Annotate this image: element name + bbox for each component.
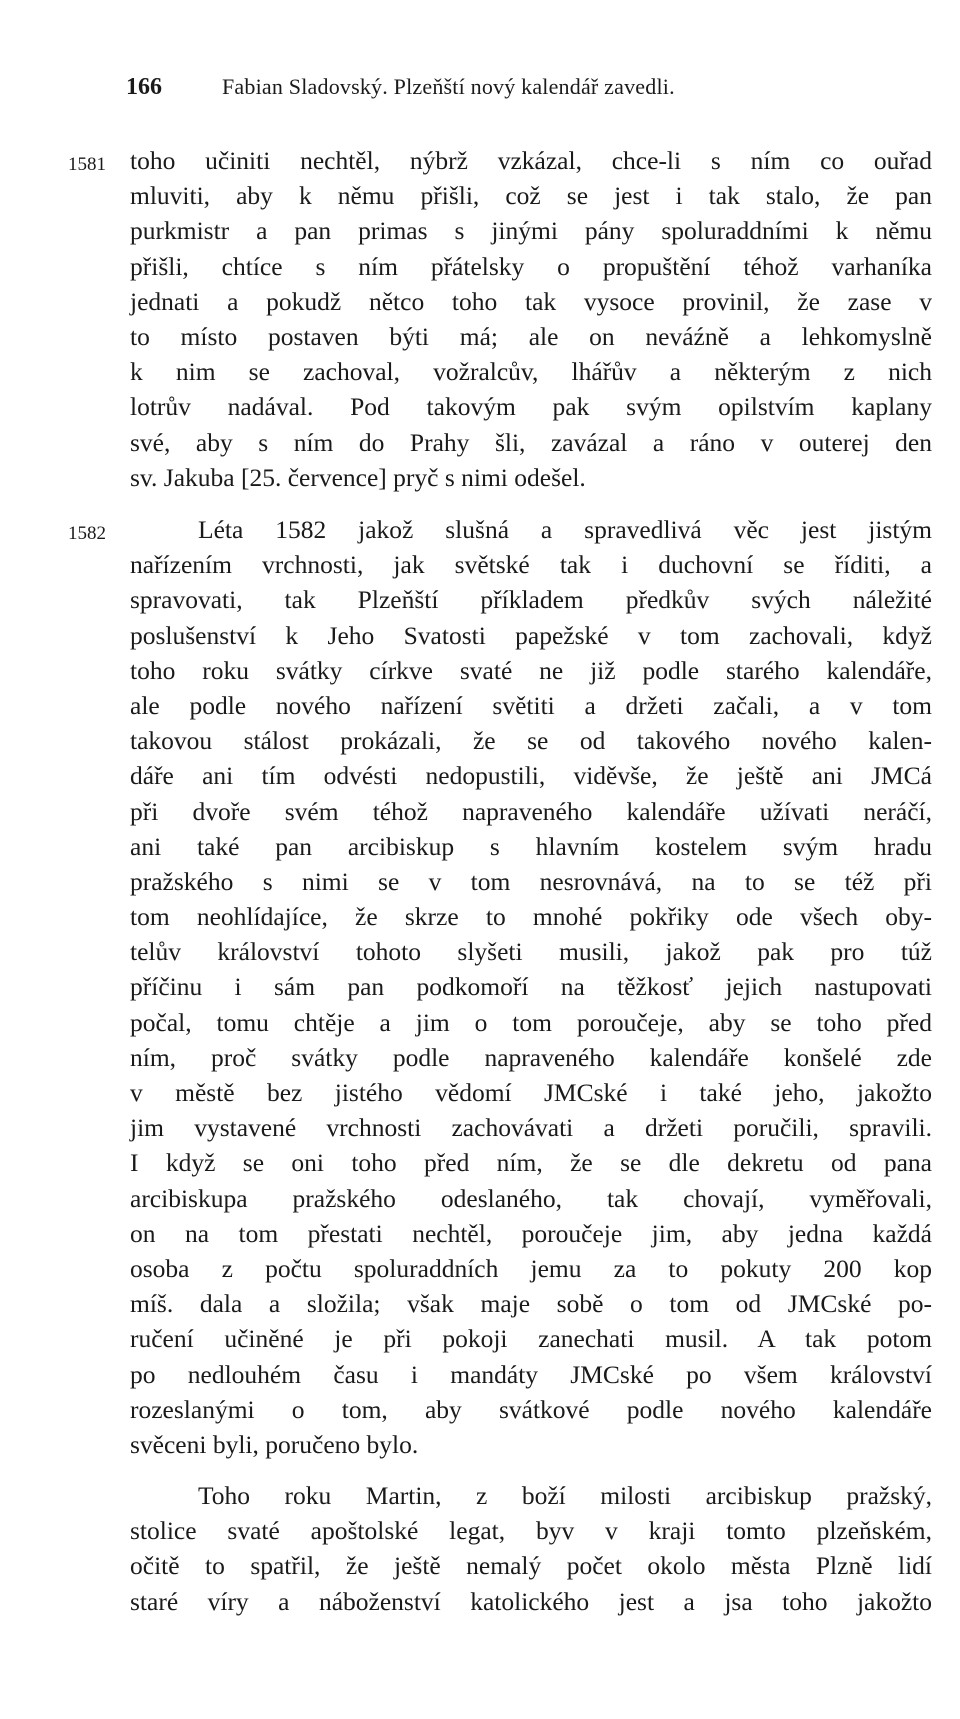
text-line: rozeslanými o tom, aby svátkové podle nového kalendáře <box>130 1394 932 1424</box>
text-line: při dvoře svém téhož napraveného kalendáře užívati neráčí, <box>130 796 932 826</box>
text-line: stolice svaté apoštolské legat, byv v kraji tomto plzeňském, <box>130 1516 932 1546</box>
text-line: očitě to spatřil, že ještě nemalý počet okolo města Plzně lidí <box>130 1551 932 1581</box>
text-line: poslušenství k Jeho Svatosti papežské v tom zachovali, když <box>130 620 932 650</box>
margin-year-note: 1582 <box>68 523 106 544</box>
text-line: Léta 1582 jakož slušná a spravedlivá věc jest jistým <box>198 515 932 544</box>
running-head <box>126 72 926 102</box>
text-line: to místo postaven býti má; ale on neváźně a lehkomyslně <box>130 321 932 351</box>
text-line: po nedlouhém času i mandáty JMCské po všem království <box>130 1359 932 1389</box>
text-line: k nim se zachoval, vožralcův, lhářův a některým z nich <box>130 357 932 387</box>
text-line: tom neohlídajíce, že skrze to mnohé pokřiky ode všech oby- <box>130 902 932 932</box>
text-line: Toho roku Martin, z boží milosti arcibiskup pražský, <box>198 1481 932 1510</box>
text-line: dáře ani tím odvésti nedopustili, viděvše, že ještě ani JMCá <box>130 761 932 791</box>
margin-year-note: 1581 <box>68 154 106 175</box>
text-line: ručení učiněné je při pokoji zanechati musil. A tak potom <box>130 1324 932 1354</box>
text-line: pražského s nimi se v tom nesrovnává, na to se též při <box>130 866 932 896</box>
text-line: arcibiskupa pražského odeslaného, tak chovají, vyměřovali, <box>130 1183 932 1213</box>
text-line: své, aby s ním do Prahy šli, zavázal a ráno v outerej den <box>130 427 932 457</box>
text-line: jednati a pokudž nětco toho tak vysoce provinil, že zase v <box>130 286 932 316</box>
text-line: takovou stálost prokázali, že se od takového nového kalen- <box>130 726 932 756</box>
text-line: telův království tohoto slyšeti musili, jakož pak pro túž <box>130 937 932 967</box>
text-line: ale podle nového nařízení světiti a držeti začali, a v tom <box>130 690 932 720</box>
text-line: ním, proč svátky podle napraveného kalendáře konšelé zde <box>130 1042 932 1072</box>
text-line: lotrův nadával. Pod takovým pak svým opilstvím kaplany <box>130 392 932 422</box>
running-title: Fabian Sladovský. Plzeňští nový kalendář zavedli. <box>222 74 675 99</box>
text-line: míš. dala a složila; však maje sobě o tom od JMCské po- <box>130 1289 932 1319</box>
text-line: příčinu i sám pan podkomoří na těžkosť jejich nastupovati <box>130 972 932 1002</box>
text-line: toho učiniti nechtěl, nýbrž vzkázal, chce-li s ním co ouřad <box>130 146 932 175</box>
text-line: ani také pan arcibiskup s hlavním kostelem svým hradu <box>130 831 932 861</box>
text-line: mluviti, aby k němu přišli, což se jest i tak stalo, že pan <box>130 181 932 211</box>
text-line: staré víry a náboženství katolického jest a jsa toho jakožto <box>130 1586 932 1616</box>
text-line: svěceni byli, poručeno bylo. <box>130 1429 419 1459</box>
text-line: nařízením vrchnosti, jak světské tak i duchovní se říditi, a <box>130 550 932 580</box>
text-line: purkmistr a pan primas s jinými pány spoluraddními k němu <box>130 216 932 246</box>
text-line: on na tom přestati nechtěl, poroučeje jim, aby jedna každá <box>130 1218 932 1248</box>
text-line: toho roku svátky církve svaté ne již podle starého kalendáře, <box>130 655 932 685</box>
text-line: I když se oni toho před ním, že se dle dekretu od pana <box>130 1148 932 1178</box>
text-line: přišli, chtíce s ním přátelsky o propuštění téhož varhaníka <box>130 251 932 281</box>
paragraph-martin <box>130 1478 932 1619</box>
text-line: jim vystavené vrchnosti zachovávati a držeti poručili, spravili. <box>130 1113 932 1143</box>
text-line: sv. Jakuba [25. července] pryč s nimi odešel. <box>130 462 586 492</box>
page-number: 166 <box>126 74 162 100</box>
text-line: v městě bez jistého vědomí JMCské i také jeho, jakožto <box>130 1078 932 1107</box>
text-line: počal, tomu chtěje a jim o tom poroučeje, aby se toho před <box>130 1007 932 1037</box>
paragraph-1581 <box>68 143 932 495</box>
text-line: spravovati, tak Plzeňští příkladem předkův svých náležité <box>130 585 932 615</box>
paragraph-1582 <box>68 512 932 1462</box>
text-line: osoba z počtu spoluraddních jemu za to pokuty 200 kop <box>130 1253 932 1283</box>
